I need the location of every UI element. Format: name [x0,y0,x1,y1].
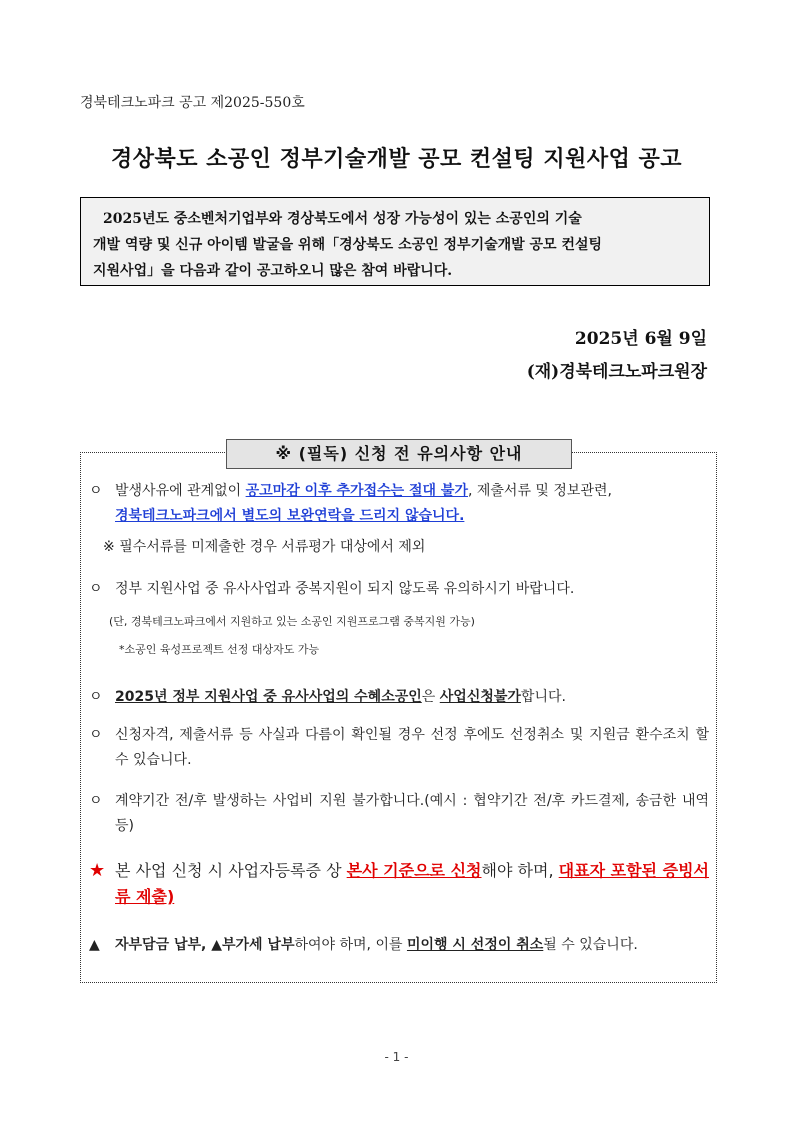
item5-text: 계약기간 전/후 발생하는 사업비 지원 불가합니다.(예시 : 협약기간 전/후 카드결제, 송금한 내역 등) [115,793,709,834]
caution-item-3-text [115,685,709,710]
caution-item-6 [89,858,709,910]
item3-highlight-beneficiary: 2025년 정부 지원사업 중 유사사업의 수혜소공인 [115,689,422,705]
intro-line-3: 지원사업」을 다음과 같이 공고하오니 많은 참여 바랍니다. [93,263,453,279]
item1-text-c: , 제출서류 및 정보관련, [467,483,612,499]
item1-highlight-deadline: 공고마감 이후 추가접수는 절대 불가 [245,483,468,499]
intro-line-1: 2025년도 중소벤처기업부와 경상북도에서 성장 가능성이 있는 소공인의 기술 [103,211,582,227]
caution-header: ※ (필독) 신청 전 유의사항 안내 [226,439,572,469]
caution-item-7-text [115,935,709,955]
reference-mark-icon: ※ [103,539,115,555]
item7-highlight-cancel: 미이행 시 선정이 취소 [406,937,544,953]
page-number: - 1 - [384,1050,409,1064]
item1-highlight-no-contact: 경북테크노파크에서 별도의 보완연락을 드리지 않습니다. [115,508,465,524]
item3-text-b: 은 [421,689,440,705]
star-icon: ★ [89,860,106,881]
circle-bullet: ㅇ [89,727,103,743]
circle-bullet: ㅇ [89,793,103,809]
caution-item-2-sub-2: *소공인 육성프로젝트 선정 대상자도 가능 [119,643,320,656]
circle-bullet: ㅇ [89,581,103,597]
triangle-icon: ▲ [89,937,100,953]
intro-box [80,197,710,286]
item7-text-d: 될 수 있습니다. [543,937,638,953]
caution-item-1-note [103,535,723,560]
item1-text-a: 발생사유에 관계없이 [115,483,246,499]
document-title: 경상북도 소공인 정부기술개발 공모 컨설팅 지원사업 공고 [110,147,682,172]
caution-item-5 [89,789,709,839]
item4-text: 신청자격, 제출서류 등 사실과 다름이 확인될 경우 선정 후에도 선정취소 및 지원금 환수조치 할 수 있습니다. [115,727,709,768]
item6-text-a: 본 사업 신청 시 사업자등록증 상 [115,861,347,880]
caution-item-1 [89,479,709,529]
notice-date: 2025년 6월 9일 [574,329,707,349]
intro-line-2: 개발 역량 및 신규 아이템 발굴을 위해「경상북도 소공인 정부기술개발 공모 컨설팅 [93,237,603,253]
item3-highlight-not-eligible: 사업신청불가 [439,689,521,705]
caution-item-2 [89,577,709,602]
item7-text-b: 하여야 하며, 이를 [294,937,407,953]
item2-text: 정부 지원사업 중 유사사업과 중복지원이 되지 않도록 유의하시기 바랍니다. [115,581,575,597]
caution-item-3 [89,685,709,710]
caution-box [80,444,717,983]
item3-text-d: 합니다. [520,689,566,705]
item1-note-text: 필수서류를 미제출한 경우 서류평가 대상에서 제외 [119,539,426,555]
caution-item-7 [89,935,709,955]
item6-highlight-evidence: 대표자 포함된 증빙서류 제출) [115,861,709,906]
caution-item-2-sub-1: (단, 경북테크노파크에서 지원하고 있는 소공인 지원프로그램 중복지원 가능) [109,615,475,628]
circle-bullet: ㅇ [89,689,103,705]
circle-bullet: ㅇ [89,483,103,499]
item6-text-c: 해야 하며, [481,861,559,880]
caution-item-1-text [115,479,709,529]
caution-item-4 [89,723,709,773]
caution-item-6-text [115,858,709,910]
item6-highlight-headquarters: 본사 기준으로 신청 [346,861,482,880]
notice-number: 경북테크노파크 공고 제2025-550호 [80,95,305,111]
item7-highlight-payment: 자부담금 납부, ▲부가세 납부 [115,937,295,953]
issuer: (재)경북테크노파크원장 [526,362,707,382]
